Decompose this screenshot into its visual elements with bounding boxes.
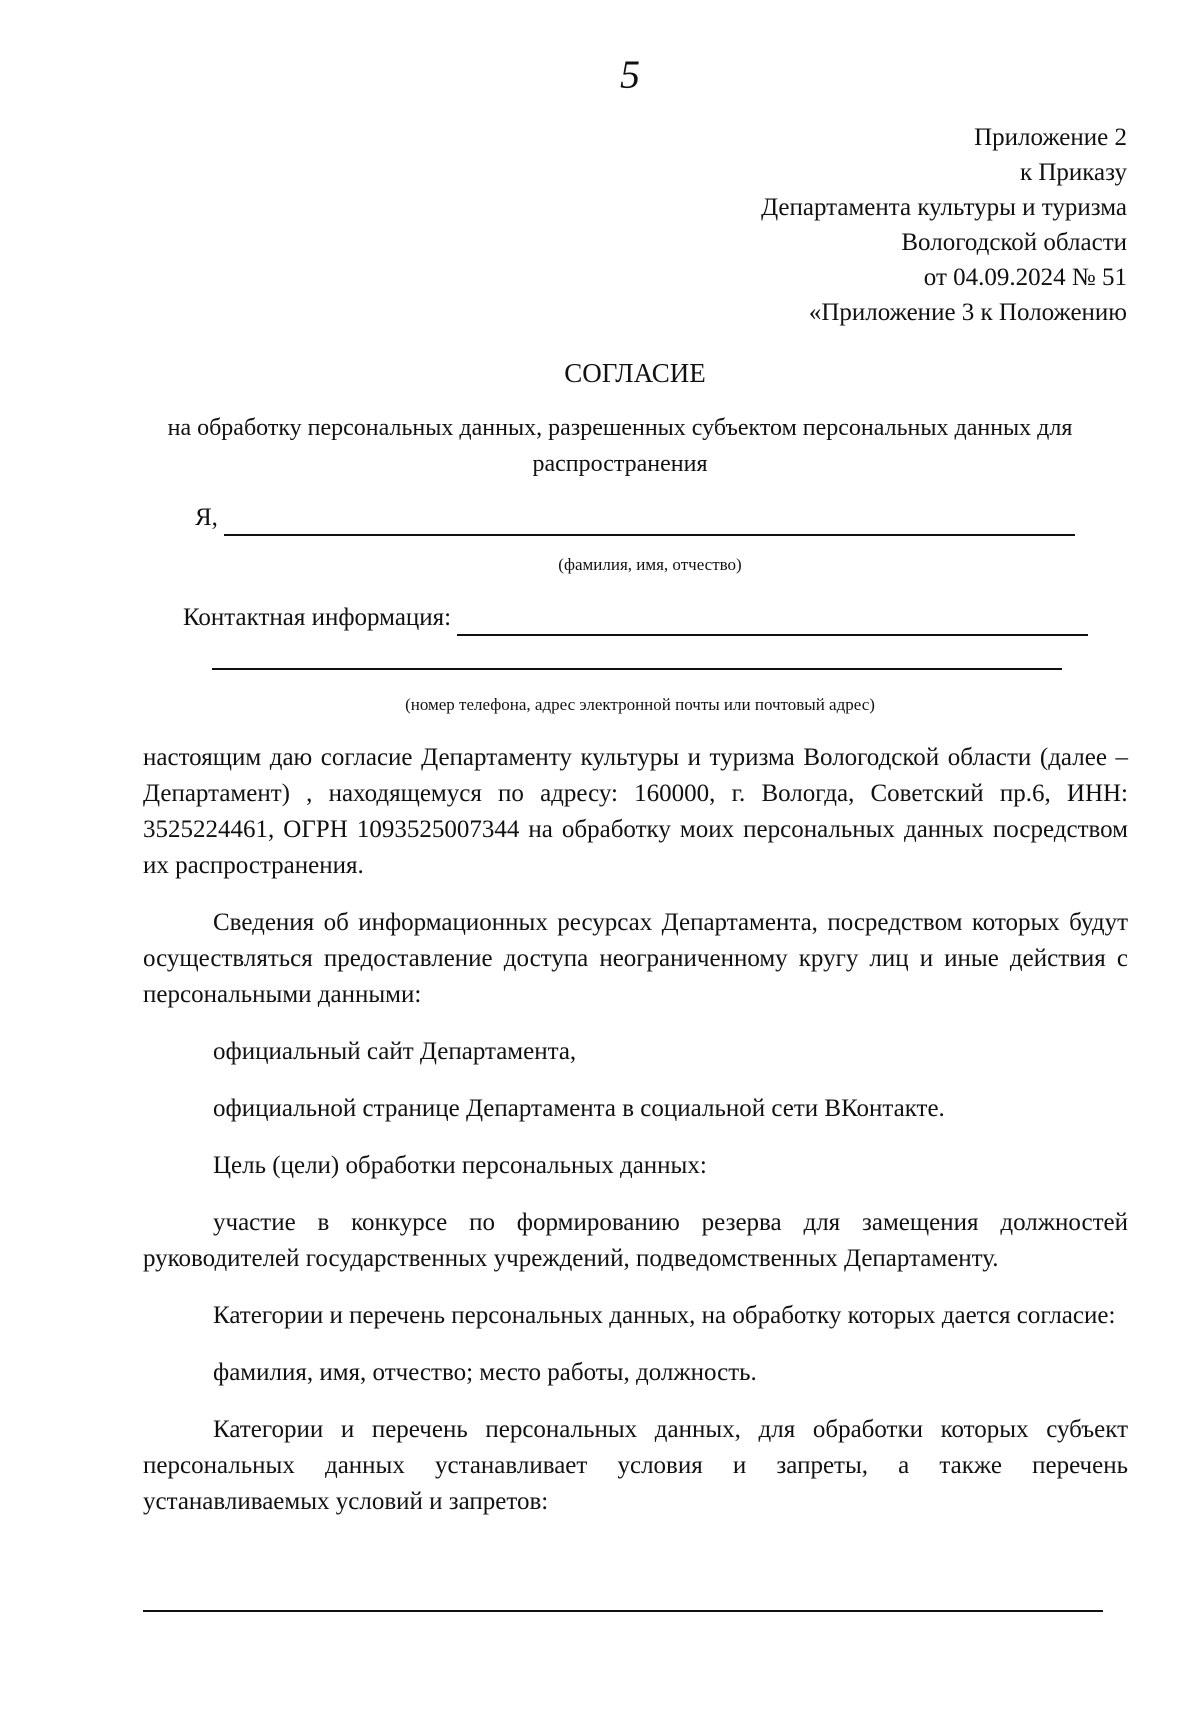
document-title: СОГЛАСИЕ bbox=[564, 358, 706, 388]
contact-fill-line bbox=[457, 606, 1088, 636]
purpose-label: Цель (цели) обработки персональных данных: bbox=[213, 1152, 707, 1179]
appendix-line: Приложение 2 bbox=[974, 124, 1127, 151]
name-hint: (фамилия, имя, отчество) bbox=[558, 555, 742, 574]
document-subtitle: на обработку персональных данных, разрешенных субъектом персональных данных для распространения bbox=[167, 415, 1073, 477]
contact-fill-line-2 bbox=[212, 668, 1062, 670]
categories-paragraph: Категории и перечень персональных данных, на обработку которых дается согласие: bbox=[213, 1302, 1116, 1329]
appendix-header bbox=[327, 120, 1127, 330]
contact-hint: (номер телефона, адрес электронной почты или почтовый адрес) bbox=[405, 695, 875, 714]
appendix-line: Вологодской области bbox=[901, 229, 1127, 256]
document-body bbox=[143, 740, 1128, 1520]
name-fill-line bbox=[224, 506, 1075, 536]
purpose-paragraph: участие в конкурсе по формированию резерва для замещения должностей руководителей государственных учреждений, подведомственных Департаменту. bbox=[143, 1209, 1128, 1272]
appendix-line: от 04.09.2024 № 51 bbox=[923, 264, 1127, 291]
site-item: официальный сайт Департамента, bbox=[213, 1038, 577, 1065]
appendix-line: Департамента культуры и туризма bbox=[761, 194, 1127, 221]
page-number: 5 bbox=[620, 52, 640, 97]
name-row bbox=[195, 500, 1075, 536]
contact-label: Контактная информация: bbox=[183, 604, 452, 631]
contact-row bbox=[183, 600, 1088, 636]
conditions-fill-line bbox=[143, 1610, 1103, 1612]
name-label: Я, bbox=[195, 504, 218, 531]
vk-item: официальной странице Департамента в социальной сети ВКонтакте. bbox=[213, 1095, 945, 1122]
appendix-line: к Приказу bbox=[1019, 159, 1127, 186]
consent-paragraph: настоящим даю согласие Департаменту культуры и туризма Вологодской области (далее – Департамент) , находящемуся по адресу: 160000, г. Вологда, Советский пр.6, ИНН: 3525224461, ОГРН 1093525007344 на обработку моих персональных данных посредством их распространения. bbox=[143, 744, 1128, 879]
resources-paragraph: Сведения об информационных ресурсах Департамента, посредством которых будут осуществляться предоставление доступа неограниченному кругу лиц и иные действия с персональными данными: bbox=[143, 909, 1128, 1008]
appendix-line: «Приложение 3 к Положению bbox=[808, 299, 1127, 326]
categories-list: фамилия, имя, отчество; место работы, должность. bbox=[213, 1359, 757, 1386]
conditions-paragraph: Категории и перечень персональных данных, для обработки которых субъект персональных данных устанавливает условия и запреты, а также перечень устанавливаемых условий и запретов: bbox=[143, 1416, 1128, 1515]
